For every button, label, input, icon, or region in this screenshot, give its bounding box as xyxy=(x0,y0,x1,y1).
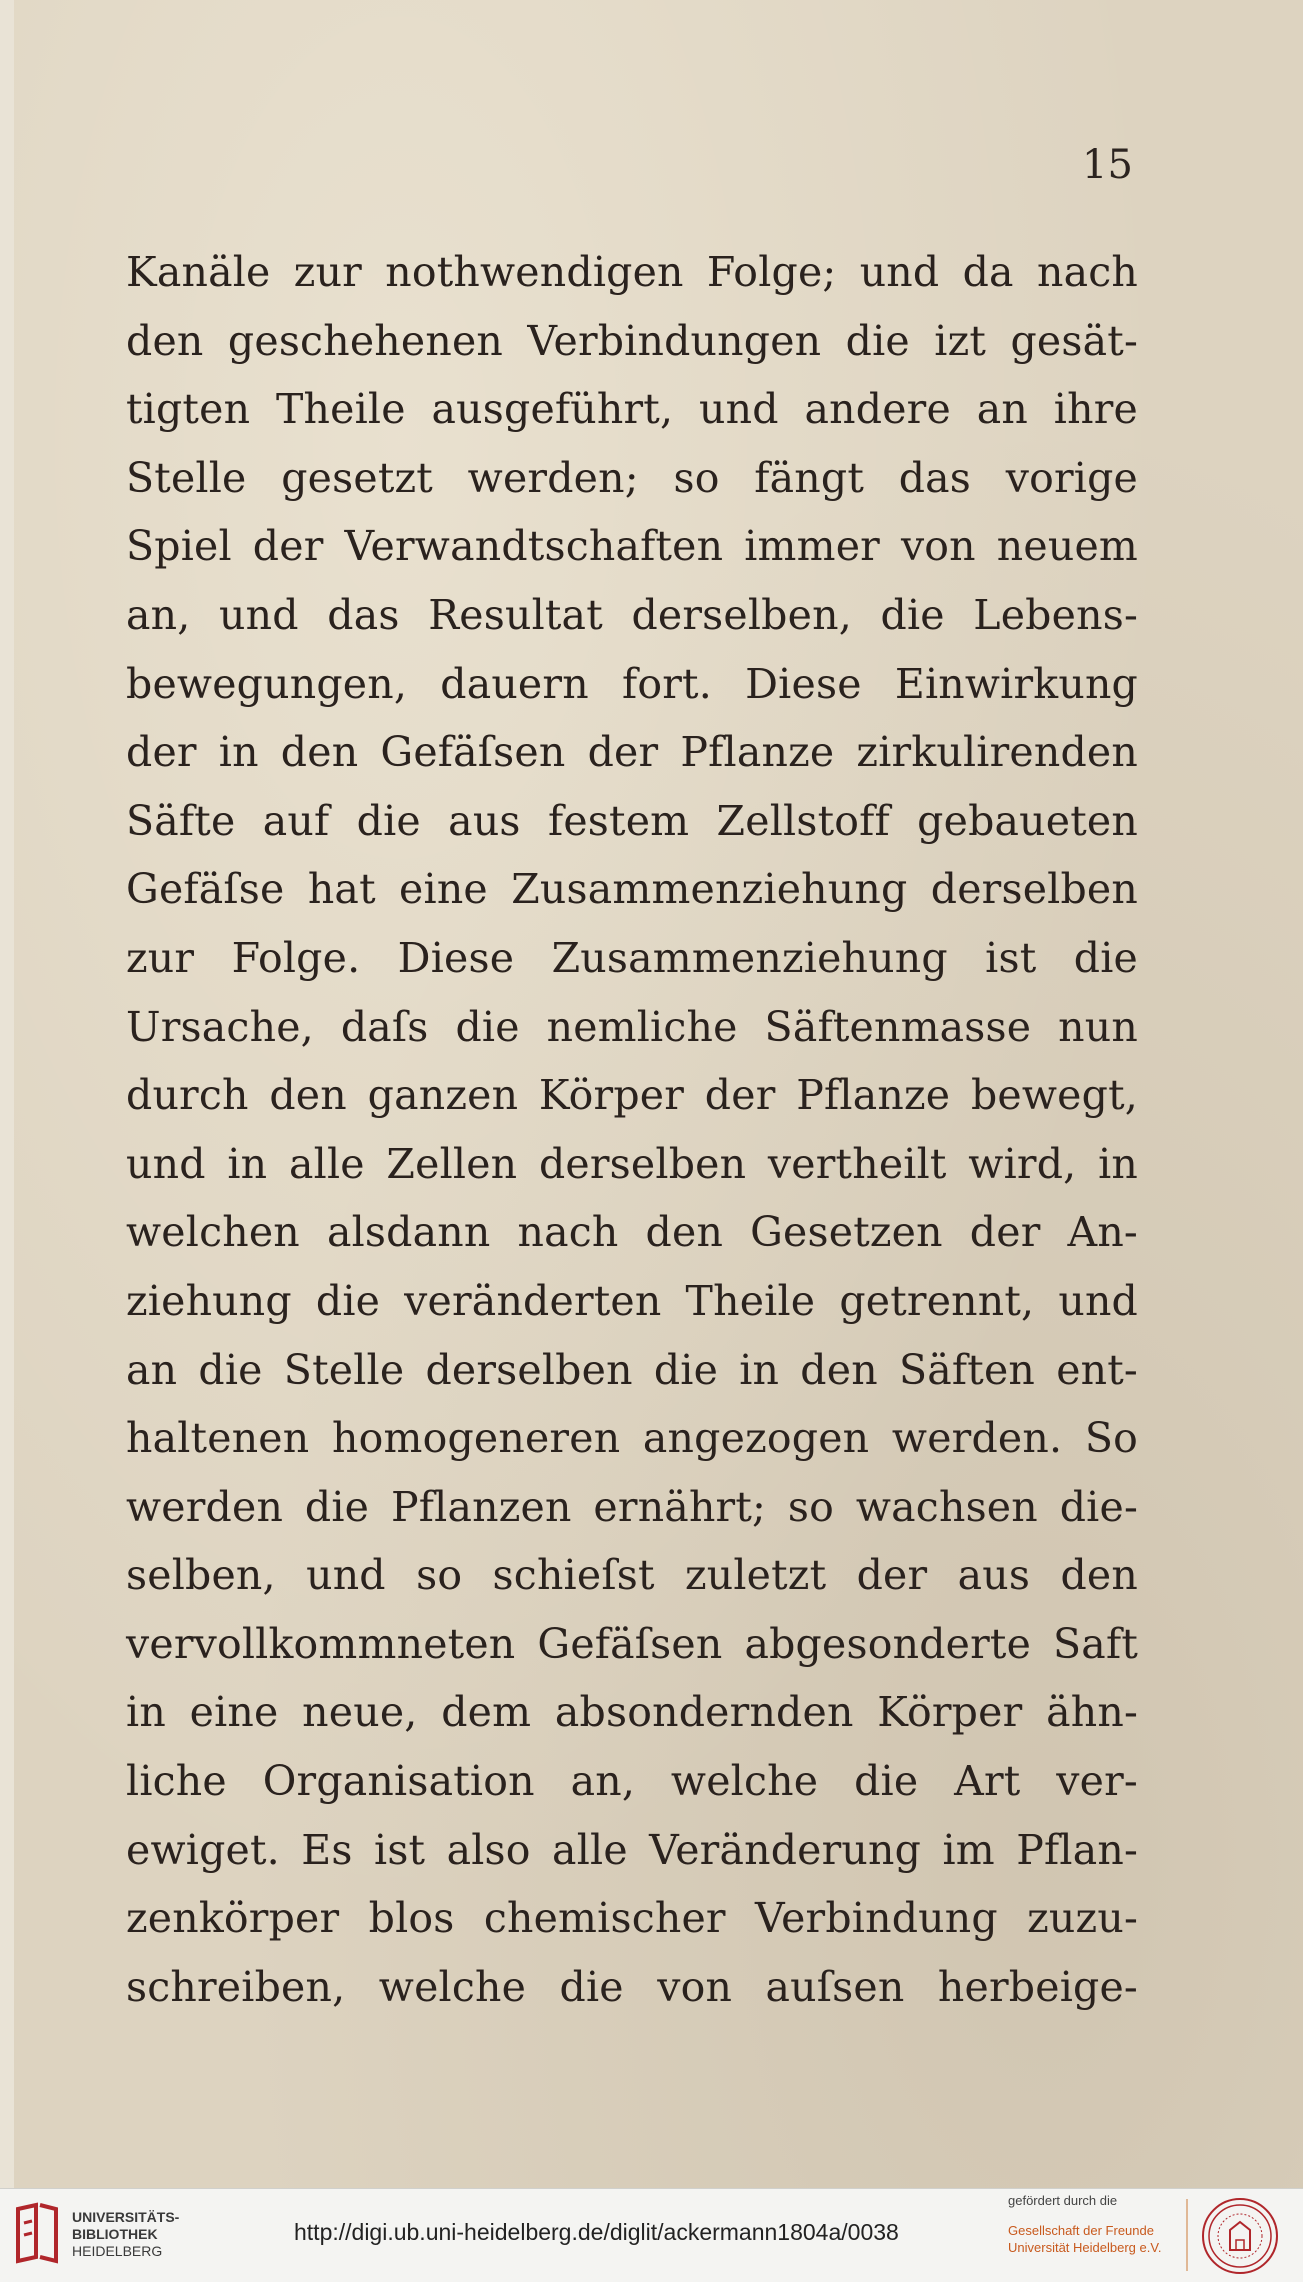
text-line: Stelle gesetzt werden; so fängt das vorige xyxy=(126,453,1138,502)
text-line: an, und das Resultat derselben, die Lebens- xyxy=(126,590,1138,639)
text-line: schreiben, welche die von auſsen herbeige- xyxy=(126,1962,1138,2011)
university-seal-icon xyxy=(1200,2196,1280,2276)
text-line: welchen alsdann nach den Gesetzen der An- xyxy=(126,1208,1138,1257)
sponsor-credit xyxy=(1008,2193,1188,2256)
text-line: Gefäſse hat eine Zusammenziehung derselben xyxy=(126,865,1138,914)
text-line: zur Folge. Diese Zusammenziehung ist die xyxy=(126,933,1138,982)
text-line: an die Stelle derselben die in den Säften ent- xyxy=(126,1345,1138,1394)
text-line: in eine neue, dem absondernden Körper ähn- xyxy=(126,1688,1138,1737)
text-line: liche Organisation an, welche die Art ver- xyxy=(126,1757,1138,1806)
text-line: ewiget. Es ist also alle Veränderung im Pflan- xyxy=(126,1825,1138,1874)
text-line: werden die Pflanzen ernährt; so wachsen die- xyxy=(126,1482,1138,1531)
text-line: durch den ganzen Körper der Pflanze bewegt, xyxy=(126,1071,1138,1120)
text-line: Kanäle zur nothwendigen Folge; und da nach xyxy=(126,248,1138,296)
page-number: 15 xyxy=(1082,142,1133,188)
library-name-line: BIBLIOTHEK xyxy=(72,2226,158,2242)
text-line: selben, und so schieſst zuletzt der aus den xyxy=(126,1551,1138,1600)
sponsor-org[interactable]: Universität Heidelberg e.V. xyxy=(1008,2240,1162,2255)
text-line: Säfte auf die aus festem Zellstoff gebaueten xyxy=(126,796,1138,845)
text-line: der in den Gefäſsen der Pflanze zirkulirenden xyxy=(126,728,1138,777)
text-line: haltenen homogeneren angezogen werden. So xyxy=(126,1414,1138,1463)
text-line: und in alle Zellen derselben vertheilt wird, in xyxy=(126,1139,1138,1188)
library-name xyxy=(72,2209,179,2260)
text-line: Ursache, daſs die nemliche Säftenmasse nun xyxy=(126,1002,1138,1051)
body-text xyxy=(126,238,1138,2021)
text-line: zenkörper blos chemischer Verbindung zuzu- xyxy=(126,1894,1138,1943)
library-name-line: HEIDELBERG xyxy=(72,2243,163,2259)
text-line: vervollkommneten Gefäſsen abgesonderte Saft xyxy=(126,1619,1138,1668)
library-name-line: UNIVERSITÄTS- xyxy=(72,2209,180,2225)
text-line: Spiel der Verwandtschaften immer von neuem xyxy=(126,522,1138,571)
text-line: tigten Theile ausgeführt, und andere an ihre xyxy=(126,385,1138,434)
viewer-footer xyxy=(0,2188,1303,2282)
text-line: ziehung die veränderten Theile getrennt, und xyxy=(126,1276,1138,1325)
library-logo-icon[interactable] xyxy=(14,2201,60,2265)
text-line: den geschehenen Verbindungen die izt gesät- xyxy=(126,316,1138,365)
sponsor-org[interactable]: Gesellschaft der Freunde xyxy=(1008,2223,1154,2238)
permalink-url[interactable]: http://digi.ub.uni-heidelberg.de/diglit/ackermann1804a/0038 xyxy=(294,2219,899,2245)
sponsor-label: gefördert durch die xyxy=(1008,2193,1118,2208)
text-line: bewegungen, dauern fort. Diese Einwirkung xyxy=(126,659,1138,708)
footer-divider xyxy=(1186,2199,1188,2271)
